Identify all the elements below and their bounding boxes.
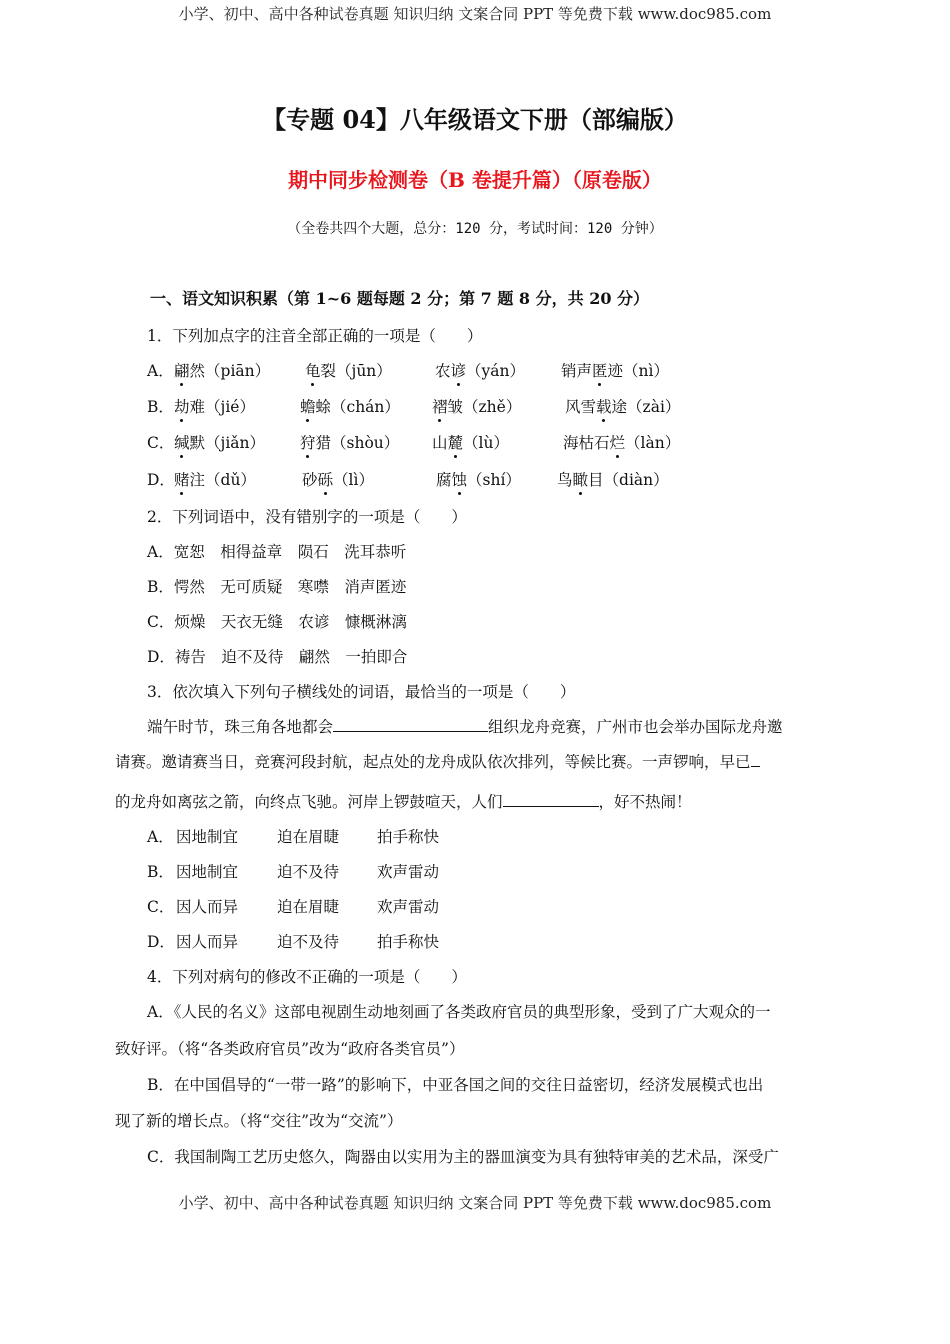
q2-option-d: D．祷告 迫不及待 翩然 一拍即合 [147,648,408,666]
q3-passage-line1: 端午时节，珠三角各地都会 组织龙舟竞赛，广州市也会举办国际龙舟邀 [147,718,783,736]
fill-blank-1[interactable] [333,716,488,732]
q4-option-b-line1: B．在中国倡导的“一带一路”的影响下，中亚各国之间的交往日益密切，经济发展模式也出 [147,1076,764,1094]
fill-blank-3[interactable] [503,791,599,807]
q1-d-word4: 鸟瞰目（diàn） [557,468,669,490]
option-word: 因人而异 [176,933,239,951]
q1-d-word1: 赌注（dǔ） [174,468,256,490]
q2-stem: 2．下列词语中，没有错别字的一项是（ ） [147,508,467,526]
q1-c-word3: 山麓（lù） [432,431,509,453]
exam-note: （全卷共四个大题，总分：120 分，考试时间：120 分钟） [287,221,663,237]
q3-passage-line3: 的龙舟如离弦之箭，向终点飞驰。河岸上锣鼓喧天，人们 ，好不热闹！ [115,793,692,811]
option-label: A． [147,828,174,846]
q1-c-word4: 海枯石烂（làn） [563,431,680,453]
fill-blank-2[interactable] [751,751,760,767]
q1-a-word3: 农谚（yán） [435,359,525,381]
option-label: C． [147,434,175,452]
option-label: B． [147,398,174,416]
q4-option-a-line1: A．《人民的名义》这部电视剧生动地刻画了各类政府官员的典型形象，受到了广大观众的一 [147,1003,771,1021]
option-word: 拍手称快 [377,933,440,951]
option-word: 迫在眉睫 [277,828,340,846]
option-label: D． [147,471,175,489]
page-footer: 小学、初中、高中各种试卷真题 知识归纳 文案合同 PPT 等免费下载 www.doc985.com [178,1194,772,1212]
q2-option-b: B．愕然 无可质疑 寒噤 消声匿迹 [147,578,407,596]
option-word: 因人而异 [176,898,239,916]
section-heading: 一、语文知识积累（第 1~6 题每题 2 分；第 7 题 8 分，共 20 分） [150,289,650,308]
q1-b-word3: 褶皱（zhě） [432,395,521,417]
q1-d-word3: 腐蚀（shí） [436,468,521,490]
option-label: D． [147,933,175,951]
q1-a-word4: 销声匿迹（nì） [561,359,669,381]
option-word: 迫不及待 [277,933,340,951]
q1-stem: 1．下列加点字的注音全部正确的一项是（ ） [147,327,483,345]
q1-c-word2: 狩猎（shòu） [300,431,399,453]
q4-stem: 4．下列对病句的修改不正确的一项是（ ） [147,968,467,986]
page-header: 小学、初中、高中各种试卷真题 知识归纳 文案合同 PPT 等免费下载 www.doc985.com [178,5,772,23]
q1-a-word2: 龟裂（jūn） [305,359,392,381]
option-word: 欢声雷动 [377,898,440,916]
option-word: 迫不及待 [277,863,340,881]
q2-option-a: A．宽恕 相得益章 陨石 洗耳恭听 [147,543,407,561]
q4-option-c-line1: C．我国制陶工艺历史悠久，陶器由以实用为主的器皿演变为具有独特审美的艺术品，深受广 [147,1148,779,1166]
q1-b-word4: 风雪载途（zài） [565,395,680,417]
option-word: 迫在眉睫 [277,898,340,916]
option-label: C． [147,898,175,916]
q1-b-word1: 劫难（jié） [174,395,255,417]
q1-d-word2: 砂砾（lì） [302,468,374,490]
page-subtitle: 期中同步检测卷（B 卷提升篇）（原卷版） [288,168,662,192]
option-label: A． [147,362,174,380]
q2-option-c: C．烦燥 天衣无缝 农谚 慷概淋漓 [147,613,407,631]
q4-option-a-line2: 致好评。（将“各类政府官员”改为“政府各类官员”） [115,1040,465,1058]
q1-a-word1: 翩然（piān） [174,359,270,381]
option-word: 因地制宜 [176,863,239,881]
q3-passage-line2: 请赛。邀请赛当日，竞赛河段封航，起点处的龙舟成队依次排列，等候比赛。一声锣响，早已 [115,750,760,772]
page-title: 【专题 04】八年级语文下册（部编版） [262,105,688,134]
q1-c-word1: 缄默（jiǎn） [174,431,265,453]
q1-b-word2: 蟾蜍（chán） [300,395,400,417]
option-word: 欢声雷动 [377,863,440,881]
q3-stem: 3．依次填入下列句子横线处的词语，最恰当的一项是（ ） [147,683,576,701]
q4-option-b-line2: 现了新的增长点。（将“交往”改为“交流”） [115,1112,403,1130]
option-label: B． [147,863,174,881]
option-word: 因地制宜 [176,828,239,846]
option-word: 拍手称快 [377,828,440,846]
